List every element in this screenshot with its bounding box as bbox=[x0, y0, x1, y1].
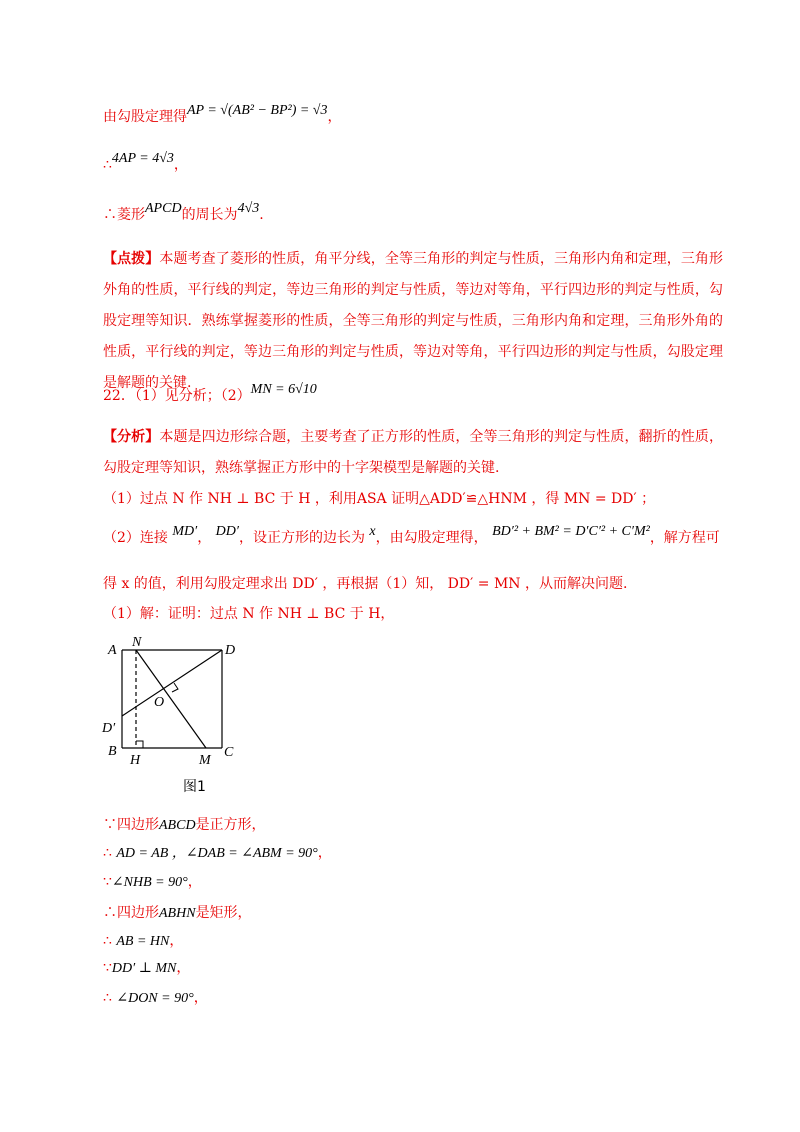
punctuation: ， bbox=[197, 530, 212, 546]
proof-text: ， bbox=[176, 960, 191, 976]
step-text: ，解方程可 bbox=[649, 530, 720, 546]
label-o: O bbox=[154, 695, 165, 710]
math-expression: AP = √(AB² − BP²) = √3 bbox=[187, 103, 328, 118]
step-text: （2）连接 bbox=[103, 530, 168, 546]
proof-text: ， bbox=[317, 845, 332, 861]
step-2 bbox=[103, 524, 720, 549]
math-expression: AD = AB ，∠DAB = ∠ABM = 90° bbox=[116, 846, 318, 861]
segment-nm bbox=[136, 650, 206, 748]
step-text: 得 x 的值，利用勾股定理求出 DD′ ，再根据（1）知， DD′ = MN ，从而解决问题. bbox=[103, 576, 628, 592]
hint-paragraph bbox=[103, 244, 723, 399]
math-expression: BD′² + BM² = D′C′² + C′M² bbox=[492, 524, 650, 539]
right-angle-mark-o bbox=[172, 683, 178, 692]
answer-text: （1）见分析；（2） bbox=[134, 388, 251, 404]
math-expression: ∠NHB = 90° bbox=[111, 875, 188, 890]
segment-ddprime bbox=[122, 650, 222, 716]
step-text: （1）过点 N 作 NH ⊥ BC 于 H ，利用ASA 证明△ADD′≌△HNM ，得 MN = DD′ ； bbox=[103, 491, 656, 507]
analysis-paragraph bbox=[103, 422, 723, 484]
math-expression: 4AP = 4√3 bbox=[111, 151, 174, 166]
math-expression: APCD bbox=[145, 201, 182, 216]
proof-line-3 bbox=[103, 872, 202, 893]
proof-text: ∴ bbox=[103, 933, 117, 949]
figure-caption: 图1 bbox=[183, 779, 206, 795]
proof-line-7 bbox=[103, 988, 208, 1009]
math-expression: ∠DON = 90° bbox=[116, 991, 194, 1006]
step-4 bbox=[103, 604, 394, 624]
hint-text: 本题考查了菱形的性质，角平分线，全等三角形的判定与性质，三角形内角和定理，三角形外角的性质，平行线的判定，等边三角形的判定与性质，等边对等角，平行四边形的判定与性质，勾股定理等知识．熟练掌握菱形的性质，全等三角形的判定与性质，三角形内角和定理，三角形外角的性质，平行线的判定，等边三角形的判定与性质，等边对等角，平行四边形的判定与性质，勾股定理是解题的关键. bbox=[103, 251, 724, 391]
line-text: ∴菱形 bbox=[103, 207, 145, 223]
step-text: ，设正方形的边长为 bbox=[238, 530, 365, 546]
label-b: B bbox=[108, 744, 117, 759]
label-d: D bbox=[225, 643, 236, 658]
punctuation: ， bbox=[327, 109, 342, 125]
math-expression: MN = 6√10 bbox=[250, 382, 317, 397]
proof-line-1 bbox=[103, 815, 266, 836]
analysis-label: 【分析】 bbox=[103, 429, 160, 445]
proof-text: 是正方形， bbox=[195, 817, 266, 833]
label-h: H bbox=[130, 753, 141, 768]
right-angle-mark-h bbox=[136, 741, 143, 748]
proof-line-6 bbox=[103, 958, 190, 979]
step-text: ，由勾股定理得， bbox=[375, 530, 488, 546]
punctuation: . bbox=[259, 207, 264, 223]
step-1 bbox=[103, 489, 655, 509]
proof-line-5 bbox=[103, 931, 183, 952]
proof-text: ， bbox=[193, 990, 208, 1006]
line-pythagoras bbox=[103, 103, 342, 128]
proof-text: ， bbox=[187, 874, 202, 890]
proof-line-2 bbox=[103, 843, 332, 864]
math-expression: AB = HN bbox=[116, 934, 170, 949]
math-expression: 4√3 bbox=[237, 201, 260, 216]
proof-text: ， bbox=[169, 933, 184, 949]
proof-text: ∴ bbox=[103, 990, 117, 1006]
proof-text: ∵ bbox=[103, 960, 112, 976]
math-expression: ABHN bbox=[159, 906, 196, 921]
proof-text: ∵四边形 bbox=[103, 817, 159, 833]
label-m: M bbox=[199, 753, 211, 768]
proof-text: ∴ bbox=[103, 845, 117, 861]
line-4ap bbox=[103, 151, 188, 176]
hint-label: 【点拨】 bbox=[103, 251, 160, 267]
step-text: （1）解：证明：过点 N 作 NH ⊥ BC 于 H， bbox=[103, 606, 395, 622]
math-expression: DD′ bbox=[215, 524, 239, 539]
math-expression: ABCD bbox=[159, 818, 196, 833]
math-expression: MD′ bbox=[172, 524, 198, 539]
step-3 bbox=[103, 574, 627, 594]
analysis-text: 本题是四边形综合题，主要考查了正方形的性质，全等三角形的判定与性质，翻折的性质，勾股定理等知识，熟练掌握正方形中的十字架模型是解题的关键. bbox=[103, 429, 724, 476]
math-expression: x bbox=[369, 524, 376, 539]
question-number: 22． bbox=[103, 388, 135, 404]
punctuation: ， bbox=[173, 157, 188, 173]
proof-text: 是矩形， bbox=[195, 905, 252, 921]
answer-line bbox=[103, 382, 317, 407]
proof-text: ∴四边形 bbox=[103, 905, 159, 921]
label-d-prime: D′ bbox=[102, 721, 116, 736]
label-c: C bbox=[224, 745, 234, 760]
label-a: A bbox=[108, 643, 117, 658]
line-text: 的周长为 bbox=[181, 207, 238, 223]
therefore-symbol: ∴ bbox=[103, 157, 112, 173]
proof-text: ∵ bbox=[103, 874, 112, 890]
proof-line-4 bbox=[103, 903, 252, 924]
line-perimeter bbox=[103, 201, 264, 226]
line-text: 由勾股定理得 bbox=[103, 109, 187, 125]
square-geometry-figure bbox=[100, 632, 250, 772]
math-expression: DD′ ⊥ MN bbox=[111, 961, 177, 976]
label-n: N bbox=[132, 635, 142, 650]
